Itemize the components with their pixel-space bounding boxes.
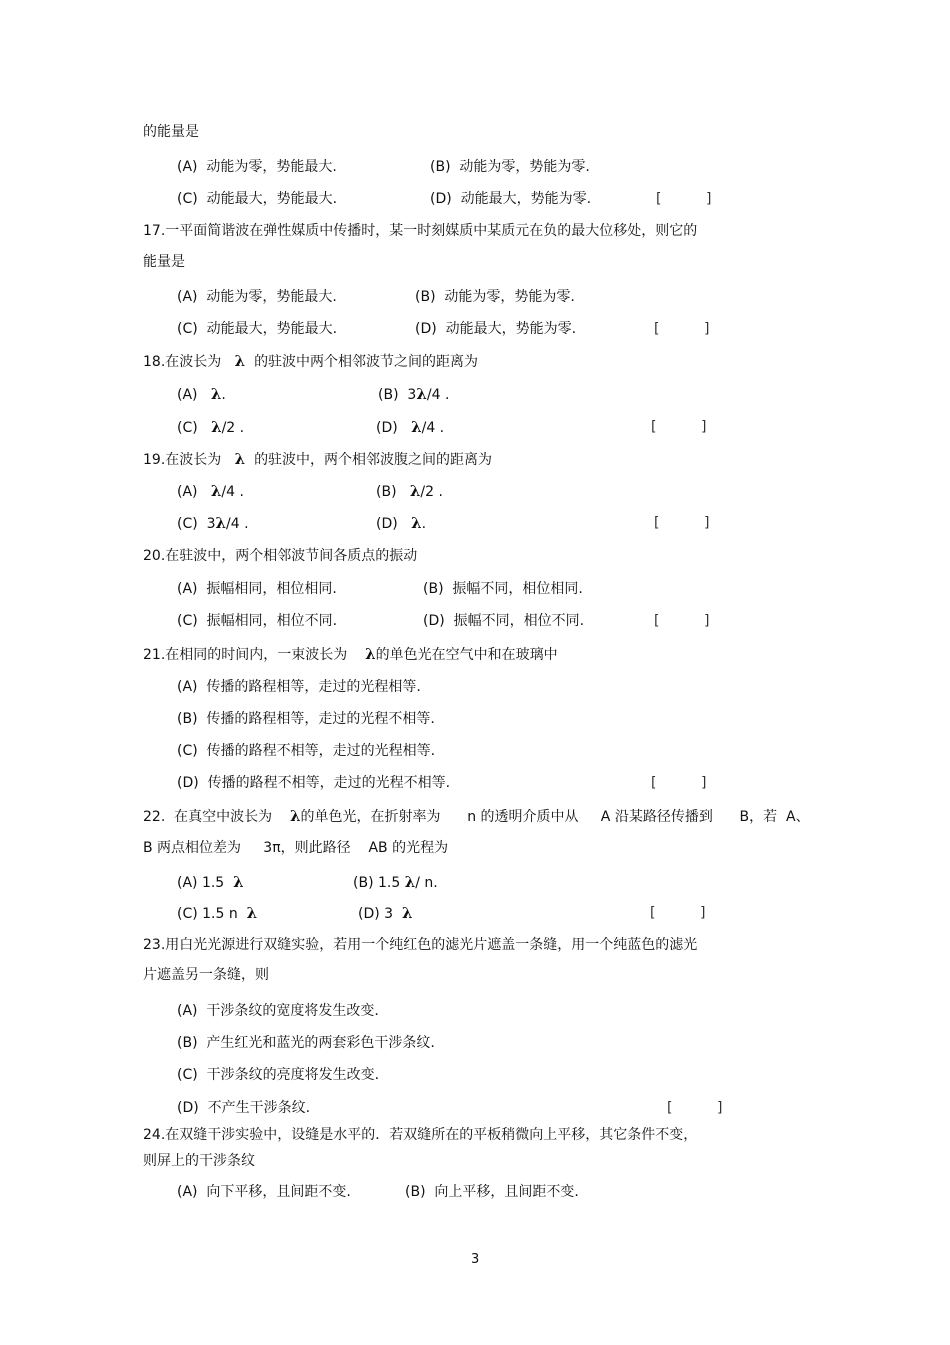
q21-option-d: (D) 传播的路程不相等，走过的光程不相等. (177, 775, 451, 791)
q22-option-a: (A) 1.5 λ (177, 873, 244, 891)
lambda-symbol: λ (211, 418, 222, 436)
q22-option-c: (C) 1.5 n λ (177, 904, 258, 922)
q22-stem-tail: B 两点相位差为 3π，则此路径 AB 的光程为 (143, 840, 449, 856)
q21-stem: 21.在相同的时间内，一束波长为 λ的单色光在空气中和在玻璃中 (143, 645, 558, 663)
lambda-symbol: λ (233, 873, 244, 891)
q21-answer-bracket: [ ] (651, 775, 707, 791)
lambda-symbol: λ (401, 904, 413, 922)
lambda-symbol: λ (215, 514, 227, 532)
q16-option-a: (A) 动能为零，势能最大. (177, 159, 337, 175)
lambda-symbol: λ (411, 418, 422, 436)
lambda-symbol: λ (365, 645, 376, 663)
q23-stem-tail: 片遮盖另一条缝，则 (143, 967, 269, 983)
q18-option-c: (C) λ/2 . (177, 418, 245, 436)
q18-stem: 18.在波长为 λ 的驻波中两个相邻波节之间的距离为 (143, 352, 479, 370)
q18-answer-bracket: [ ] (651, 419, 707, 435)
q20-answer-bracket: [ ] (654, 613, 710, 629)
q16-option-c: (C) 动能最大，势能最大. (177, 191, 338, 207)
lambda-symbol: λ (409, 482, 421, 500)
q19-stem: 19.在波长为 λ 的驻波中，两个相邻波腹之间的距离为 (143, 450, 493, 468)
q21-option-b: (B) 传播的路程相等，走过的光程不相等. (177, 711, 435, 727)
q18-option-d: (D) λ/4 . (376, 418, 445, 436)
q17-answer-bracket: [ ] (654, 321, 710, 337)
lambda-symbol: λ (404, 873, 416, 891)
q16-answer-bracket: [ ] (656, 191, 712, 207)
q22-option-d: (D) 3 λ (358, 904, 413, 922)
q17-stem: 17.一平面简谐波在弹性媒质中传播时，某一时刻媒质中某质元在负的最大位移处，则它的 (143, 223, 698, 239)
q20-option-d: (D) 振幅不同，相位不同. (423, 613, 585, 629)
q19-option-b: (B) λ/2 . (376, 482, 443, 500)
q20-stem: 20.在驻波中，两个相邻波节间各质点的振动 (143, 548, 418, 564)
q22-stem: 22. 在真空中波长为 λ的单色光，在折射率为 n 的透明介质中从 A 沿某路径传播到 B，若 A、 (143, 807, 810, 825)
q23-option-d: (D) 不产生干涉条纹. (177, 1100, 311, 1116)
lambda-symbol: λ (416, 385, 427, 403)
q23-option-a: (A) 干涉条纹的宽度将发生改变. (177, 1003, 379, 1019)
q24-stem-tail: 则屏上的干涉条纹 (143, 1153, 255, 1169)
lambda-symbol: λ (246, 904, 258, 922)
lambda-symbol: λ (289, 807, 301, 825)
q17-option-a: (A) 动能为零，势能最大. (177, 289, 337, 305)
q19-option-a: (A) λ/4 . (177, 482, 244, 500)
q18-option-a: (A) λ. (177, 385, 226, 403)
lambda-symbol: λ (234, 450, 246, 468)
q24-option-a: (A) 向下平移，且间距不变. (177, 1184, 351, 1200)
lambda-symbol: λ (210, 385, 222, 403)
q19-option-d: (D) λ. (376, 514, 427, 532)
q17-stem-tail: 能量是 (143, 254, 185, 270)
q17-option-d: (D) 动能最大，势能为零. (415, 321, 577, 337)
q20-option-a: (A) 振幅相同，相位相同. (177, 581, 337, 597)
q16-option-d: (D) 动能最大，势能为零. (430, 191, 592, 207)
q23-answer-bracket: [ ] (667, 1100, 723, 1116)
q17-option-b: (B) 动能为零，势能为零. (415, 289, 575, 305)
q22-answer-bracket: [ ] (650, 905, 706, 921)
page-number: 3 (471, 1252, 480, 1267)
q19-option-c: (C) 3λ/4 . (177, 514, 249, 532)
q24-stem: 24.在双缝干涉实验中，设缝是水平的．若双缝所在的平板稍微向上平移，其它条件不变， (143, 1127, 698, 1143)
q17-option-c: (C) 动能最大，势能最大. (177, 321, 338, 337)
q20-option-c: (C) 振幅相同，相位不同. (177, 613, 338, 629)
q24-option-b: (B) 向上平移，且间距不变. (405, 1184, 579, 1200)
q19-answer-bracket: [ ] (654, 515, 710, 531)
q16-stem-tail: 的能量是 (143, 124, 199, 140)
q22-option-b: (B) 1.5 λ/ n. (353, 873, 438, 891)
q23-option-b: (B) 产生红光和蓝光的两套彩色干涉条纹. (177, 1035, 435, 1051)
q18-option-b: (B) 3λ/4 . (378, 385, 450, 403)
q21-option-c: (C) 传播的路程不相等，走过的光程相等. (177, 743, 436, 759)
q16-option-b: (B) 动能为零，势能为零. (430, 159, 590, 175)
q21-option-a: (A) 传播的路程相等，走过的光程相等. (177, 679, 421, 695)
lambda-symbol: λ (234, 352, 246, 370)
lambda-symbol: λ (411, 514, 422, 532)
q20-option-b: (B) 振幅不同，相位相同. (423, 581, 583, 597)
q23-stem: 23.用白光光源进行双缝实验，若用一个纯红色的滤光片遮盖一条缝，用一个纯蓝色的滤光 (143, 937, 698, 953)
q23-option-c: (C) 干涉条纹的亮度将发生改变. (177, 1067, 380, 1083)
lambda-symbol: λ (210, 482, 222, 500)
